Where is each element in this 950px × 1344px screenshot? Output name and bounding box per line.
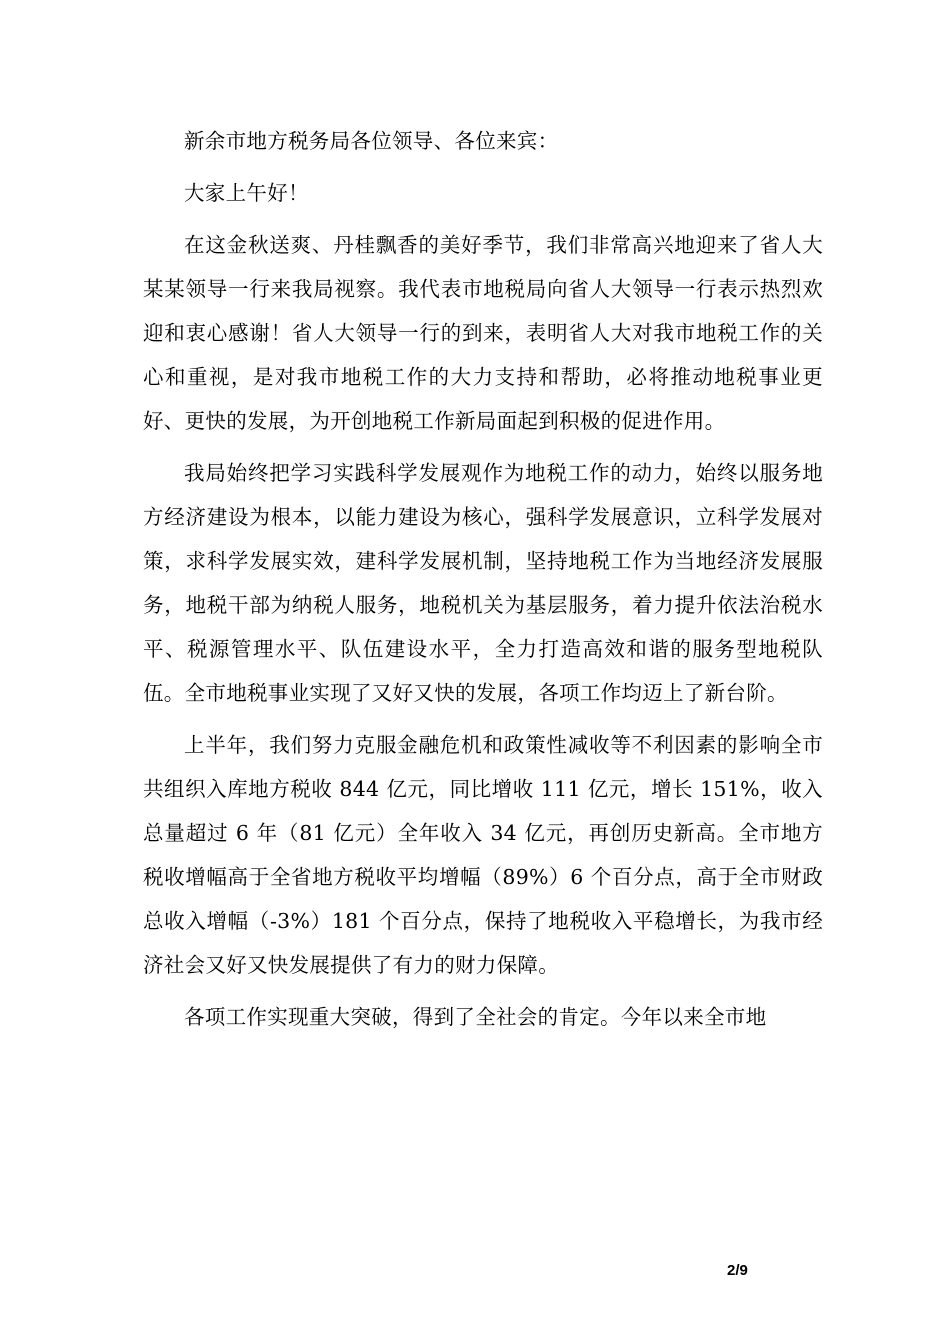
body-paragraph-welcome: 在这金秋送爽、丹桂飘香的美好季节，我们非常高兴地迎来了省人大某某领导一行来我局视察。我代表市地税局向省人大领导一行表示热烈欢迎和衷心感谢！省人大领导一行的到来，表明省人大对我市地税工作的关心和重视，是对我市地税工作的大力支持和帮助，必将推动地税事业更好、更快的发展，为开创地税工作新局面起到积极的促进作用。 <box>143 233 823 433</box>
page-number: 2/9 <box>727 1262 748 1279</box>
salutation: 新余市地方税务局各位领导、各位来宾： <box>184 129 559 153</box>
body-paragraph-revenue: 上半年，我们努力克服金融危机和政策性减收等不利因素的影响全市共组织入库地方税收 844 亿元，同比增收 111 亿元，增长 151%，收入总量超过 6 年（81 亿元）全年收入 34 亿元，再创历史新高。全市地方税收增幅高于全省地方税收平均增幅（89%）6 个百分点，高于全市财政总收入增幅（-3%）181 个百分点，保持了地税收入平稳增长，为我市经济社会又好又快发展提供了有力的财力保障。 <box>143 733 823 977</box>
body-paragraph-breakthrough: 各项工作实现重大突破，得到了全社会的肯定。今年以来全市地 <box>184 1005 767 1029</box>
document-body <box>143 119 823 1047</box>
greeting: 大家上午好！ <box>184 181 309 205</box>
body-paragraph-development: 我局始终把学习实践科学发展观作为地税工作的动力，始终以服务地方经济建设为根本，以能力建设为核心，强科学发展意识，立科学发展对策，求科学发展实效，建科学发展机制，坚持地税工作为当地经济发展服务，地税干部为纳税人服务，地税机关为基层服务，着力提升依法治税水平、税源管理水平、队伍建设水平，全力打造高效和谐的服务型地税队伍。全市地税事业实现了又好又快的发展，各项工作均迈上了新台阶。 <box>143 461 823 705</box>
